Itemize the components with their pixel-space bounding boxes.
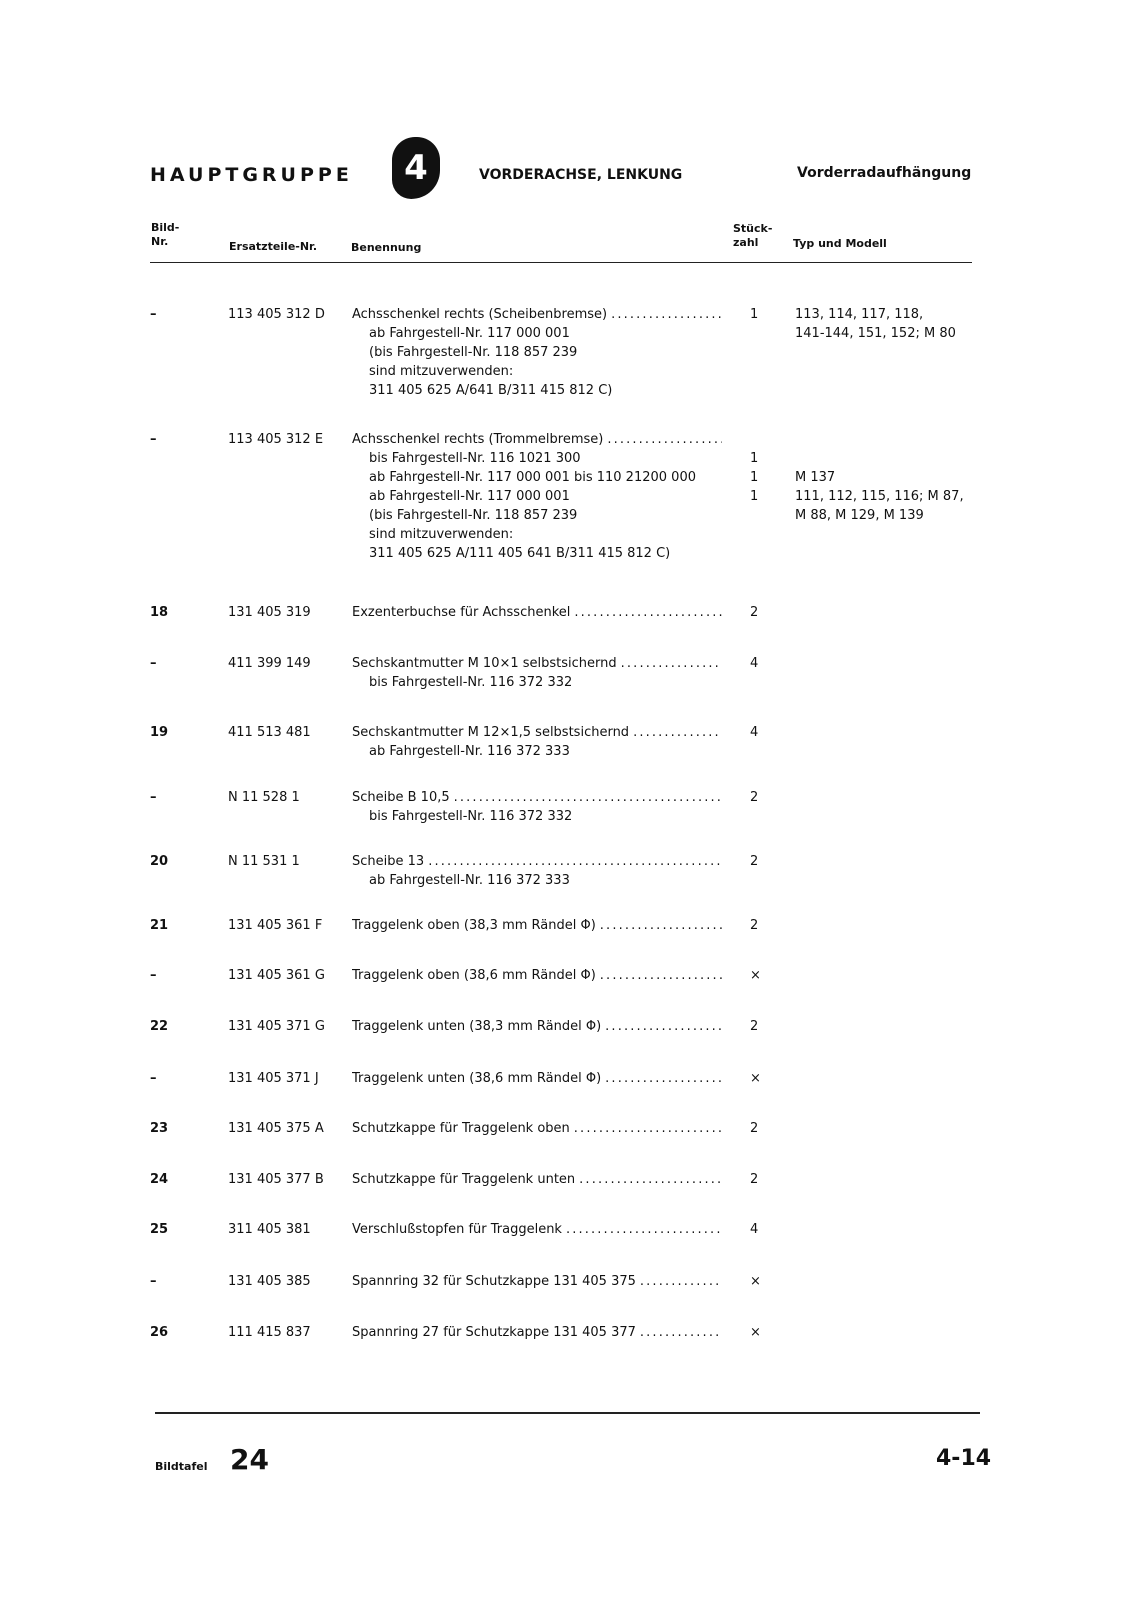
dot-leader [454, 788, 722, 807]
description-line [352, 1017, 722, 1036]
bild-nr: – [150, 790, 157, 805]
description-line [352, 1170, 722, 1189]
quantity-value: 4 [750, 1222, 759, 1237]
quantity-value: 2 [750, 1019, 759, 1034]
quantity [750, 654, 770, 673]
part-number: 131 405 377 B [228, 1172, 324, 1187]
footer-divider [155, 1412, 980, 1414]
type-model [795, 430, 985, 525]
part-description [352, 966, 722, 985]
bild-nr: 22 [150, 1019, 169, 1034]
part-number: 131 405 371 J [228, 1071, 319, 1086]
type-model [795, 305, 985, 343]
quantity [750, 305, 770, 324]
bild-nr: – [150, 1071, 157, 1086]
part-description [352, 1069, 722, 1088]
column-header-ersatzteile-nr: Ersatzteile-Nr. [229, 240, 318, 253]
quantity [750, 723, 770, 742]
dot-leader [566, 1220, 722, 1239]
part-number: 131 405 371 G [228, 1019, 325, 1034]
part-number: 131 405 375 A [228, 1121, 324, 1136]
description-line [352, 430, 722, 449]
bild-nr: – [150, 656, 157, 671]
description-text: Scheibe B 10,5 [352, 790, 450, 805]
quantity [750, 966, 770, 985]
part-number: N 11 531 1 [228, 854, 300, 869]
description-subline: ab Fahrgestell-Nr. 116 372 333 [369, 744, 570, 759]
description-line [352, 1323, 722, 1342]
part-number: 131 405 361 F [228, 918, 323, 933]
part-number: 411 513 481 [228, 725, 311, 740]
dot-leader [605, 1017, 722, 1036]
description-subline: sind mitzuverwenden: [369, 364, 514, 379]
type-model-line: M 88, M 129, M 139 [795, 508, 924, 523]
bild-nr: 25 [150, 1222, 169, 1237]
description-subline: bis Fahrgestell-Nr. 116 372 332 [369, 675, 573, 690]
quantity-value: × [750, 1325, 761, 1340]
quantity [750, 852, 770, 871]
part-description [352, 788, 722, 826]
part-number: 131 405 319 [228, 605, 311, 620]
description-text: Traggelenk oben (38,6 mm Rändel Φ) [352, 968, 596, 983]
type-model-line: 111, 112, 115, 116; M 87, [795, 489, 964, 504]
part-description [352, 1119, 722, 1138]
part-description [352, 603, 722, 622]
bild-nr: – [150, 307, 157, 322]
quantity-value: 2 [750, 854, 759, 869]
description-subline: bis Fahrgestell-Nr. 116 372 332 [369, 809, 573, 824]
dot-leader [640, 1323, 722, 1342]
description-text: Achsschenkel rechts (Trommelbremse) [352, 432, 604, 447]
quantity-value: 2 [750, 918, 759, 933]
column-header-typ-modell: Typ und Modell [793, 237, 887, 250]
dot-leader [579, 1170, 722, 1189]
part-description [352, 916, 722, 935]
quantity [750, 1069, 770, 1088]
quantity [750, 1220, 770, 1239]
description-line [352, 852, 722, 871]
description-text: Schutzkappe für Traggelenk oben [352, 1121, 570, 1136]
bild-nr: 18 [150, 605, 169, 620]
bild-nr: – [150, 432, 157, 447]
bild-nr: 20 [150, 854, 169, 869]
dot-leader [633, 723, 722, 742]
type-model-line: 113, 114, 117, 118, [795, 307, 924, 322]
part-number: 111 415 837 [228, 1325, 311, 1340]
description-line [352, 788, 722, 807]
bild-nr: – [150, 968, 157, 983]
quantity [750, 788, 770, 807]
bild-nr: 26 [150, 1325, 169, 1340]
section-title: VORDERACHSE, LENKUNG [479, 167, 683, 183]
dot-leader [574, 1119, 722, 1138]
type-model-line: M 137 [795, 470, 836, 485]
description-line [352, 1069, 722, 1088]
bild-nr: 21 [150, 918, 169, 933]
description-text: Schutzkappe für Traggelenk unten [352, 1172, 576, 1187]
description-text: Spannring 32 für Schutzkappe 131 405 375 [352, 1274, 636, 1289]
dot-leader [605, 1069, 722, 1088]
dot-leader [611, 305, 722, 324]
header-divider [150, 262, 972, 263]
bild-nr: 24 [150, 1172, 169, 1187]
description-text: Exzenterbuchse für Achsschenkel [352, 605, 571, 620]
quantity [750, 1170, 770, 1189]
description-line [352, 1272, 722, 1291]
description-line [352, 1119, 722, 1138]
description-text: Spannring 27 für Schutzkappe 131 405 377 [352, 1325, 636, 1340]
part-number: N 11 528 1 [228, 790, 300, 805]
description-line [352, 966, 722, 985]
dot-leader [600, 916, 722, 935]
dot-leader [574, 603, 722, 622]
quantity-value: × [750, 1274, 761, 1289]
description-subline: (bis Fahrgestell-Nr. 118 857 239 [369, 508, 578, 523]
description-text: Achsschenkel rechts (Scheibenbremse) [352, 307, 608, 322]
description-text: Traggelenk oben (38,3 mm Rändel Φ) [352, 918, 596, 933]
description-line [352, 723, 722, 742]
main-group-label: HAUPTGRUPPE [150, 164, 353, 186]
dot-leader [607, 430, 722, 449]
bild-nr: 23 [150, 1121, 169, 1136]
column-header-stueckzahl: Stück- zahl [733, 222, 773, 249]
type-model-line [795, 449, 985, 468]
description-subline: ab Fahrgestell-Nr. 117 000 001 bis 110 21200 000 [369, 470, 696, 485]
description-subline: ab Fahrgestell-Nr. 116 372 333 [369, 873, 570, 888]
bild-nr: 19 [150, 725, 169, 740]
part-number: 131 405 361 G [228, 968, 325, 983]
part-description [352, 1323, 722, 1342]
description-line [352, 305, 722, 324]
column-header-benennung: Benennung [351, 241, 422, 254]
type-model-line [795, 430, 985, 449]
description-subline: ab Fahrgestell-Nr. 117 000 001 [369, 326, 570, 341]
part-description [352, 852, 722, 890]
footer-plate-number: 24 [230, 1443, 269, 1476]
part-description [352, 1170, 722, 1189]
part-description [352, 654, 722, 692]
description-subline: sind mitzuverwenden: [369, 527, 514, 542]
part-description [352, 1017, 722, 1036]
quantity [750, 916, 770, 935]
quantity-value: × [750, 1071, 761, 1086]
description-text: Scheibe 13 [352, 854, 425, 869]
quantity [750, 1272, 770, 1291]
part-number: 131 405 385 [228, 1274, 311, 1289]
quantity-value: 2 [750, 1121, 759, 1136]
footer-page-number: 4-14 [936, 1446, 992, 1471]
quantity-value: 2 [750, 605, 759, 620]
part-number: 113 405 312 D [228, 307, 325, 322]
description-text: Sechskantmutter M 12×1,5 selbstsichernd [352, 725, 630, 740]
type-model-line: 141-144, 151, 152; M 80 [795, 326, 956, 341]
quantity [750, 1119, 770, 1138]
quantity-value: 1 [750, 307, 759, 322]
part-description [352, 1220, 722, 1239]
quantity-value: 4 [750, 656, 759, 671]
part-description [352, 305, 722, 400]
part-number: 411 399 149 [228, 656, 311, 671]
group-number-badge: 4 [392, 137, 440, 199]
description-text: Traggelenk unten (38,6 mm Rändel Φ) [352, 1071, 602, 1086]
description-subline: 311 405 625 A/111 405 641 B/311 415 812 C) [369, 546, 671, 561]
description-subline: (bis Fahrgestell-Nr. 118 857 239 [369, 345, 578, 360]
description-subline: 311 405 625 A/641 B/311 415 812 C) [369, 383, 613, 398]
quantity [750, 1323, 770, 1342]
description-line [352, 916, 722, 935]
dot-leader [640, 1272, 722, 1291]
quantity [750, 1017, 770, 1036]
quantity-value: 2 [750, 790, 759, 805]
description-line [352, 1220, 722, 1239]
part-number: 113 405 312 E [228, 432, 324, 447]
dot-leader [600, 966, 722, 985]
part-description [352, 1272, 722, 1291]
quantity-value: × [750, 968, 761, 983]
description-line [352, 603, 722, 622]
quantity-value [750, 430, 770, 449]
section-subtitle: Vorderradaufhängung [797, 165, 972, 181]
quantity-value: 4 [750, 725, 759, 740]
quantity-value: 1 [750, 451, 759, 466]
bild-nr: – [150, 1274, 157, 1289]
description-subline: ab Fahrgestell-Nr. 117 000 001 [369, 489, 570, 504]
quantity [750, 603, 770, 622]
quantity-value: 1 [750, 489, 759, 504]
description-subline: bis Fahrgestell-Nr. 116 1021 300 [369, 451, 581, 466]
part-number: 311 405 381 [228, 1222, 311, 1237]
quantity [750, 430, 770, 506]
quantity-value: 2 [750, 1172, 759, 1187]
column-header-bild-nr: Bild- Nr. [151, 221, 180, 248]
dot-leader [428, 852, 722, 871]
description-line [352, 654, 722, 673]
description-text: Verschlußstopfen für Traggelenk [352, 1222, 562, 1237]
quantity-value: 1 [750, 470, 759, 485]
part-description [352, 430, 722, 563]
description-text: Traggelenk unten (38,3 mm Rändel Φ) [352, 1019, 602, 1034]
description-text: Sechskantmutter M 10×1 selbstsichernd [352, 656, 617, 671]
footer-plate-label: Bildtafel [155, 1460, 208, 1473]
part-description [352, 723, 722, 761]
dot-leader [621, 654, 722, 673]
